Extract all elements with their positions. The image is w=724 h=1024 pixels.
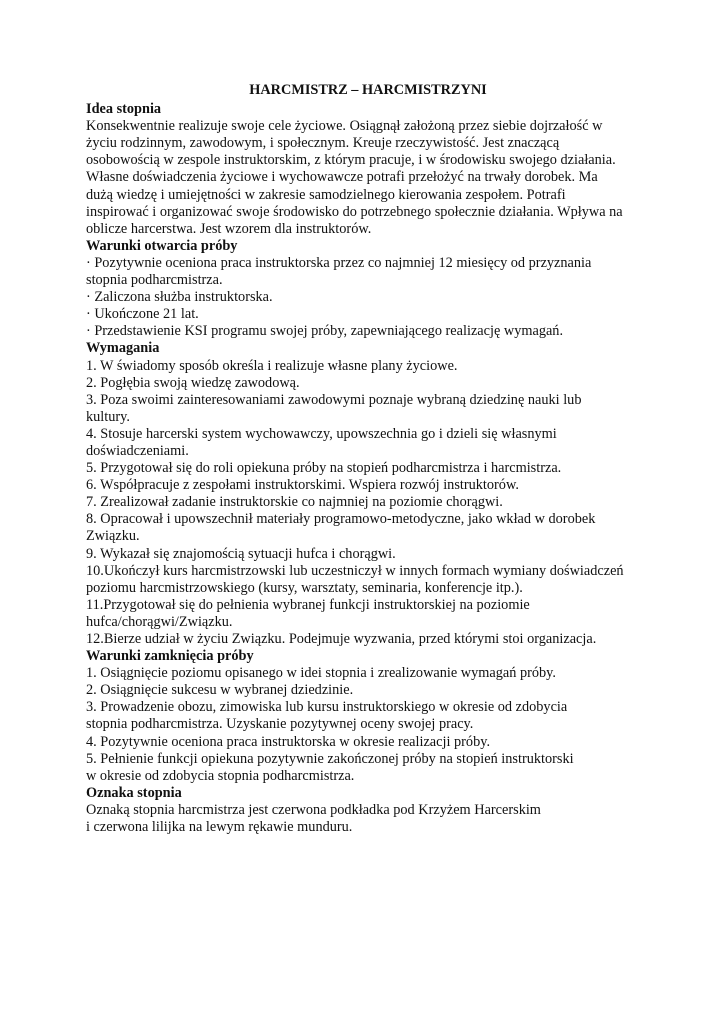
text-line: 4. Stosuje harcerski system wychowawczy, upowszechnia go i dzieli się własnymi xyxy=(86,425,557,442)
text-line: życiu rodzinnym, zawodowym, i społecznym. Kreuje rzeczywistość. Jest znaczącą xyxy=(86,135,560,152)
text-line: 2. Osiągnięcie sukcesu w wybranej dziedzinie. xyxy=(86,682,354,699)
text-line: 3. Poza swoimi zainteresowaniami zawodowymi poznaje wybraną dziedzinę nauki lub xyxy=(86,391,582,408)
document-body xyxy=(86,101,642,836)
section-paragraph xyxy=(86,118,642,238)
section-paragraph xyxy=(86,323,642,340)
section-paragraph xyxy=(86,426,642,460)
section-paragraph xyxy=(86,802,642,836)
text-line: · Pozytywnie oceniona praca instruktorska przez co najmniej 12 miesięcy od przyznania xyxy=(86,254,592,271)
section-paragraph xyxy=(86,665,642,682)
text-line: · Ukończone 21 lat. xyxy=(86,306,199,323)
text-line: oblicze harcerstwa. Jest wzorem dla instruktorów. xyxy=(86,220,372,237)
section-paragraph xyxy=(86,631,642,648)
text-line: · Przedstawienie KSI programu swojej próby, zapewniającego realizację wymagań. xyxy=(86,323,564,340)
text-line: 5. Przygotował się do roli opiekuna próby na stopień podharcmistrza i harcmistrza. xyxy=(86,460,562,477)
section-heading-warunki-otwarcia-proby: Warunki otwarcia próby xyxy=(86,237,238,254)
section-paragraph xyxy=(86,546,642,563)
section-paragraph xyxy=(86,255,642,289)
section-paragraph xyxy=(86,751,642,785)
section-paragraph xyxy=(86,306,642,323)
text-line: 7. Zrealizował zadanie instruktorskie co najmniej na poziomie chorągwi. xyxy=(86,494,503,511)
text-line: Własne doświadczenia życiowe i wychowawcze potrafi przełożyć na trwały dorobek. Ma xyxy=(86,169,598,186)
text-line: 9. Wykazał się znajomością sytuacji hufca i chorągwi. xyxy=(86,545,396,562)
text-line: stopnia podharcmistrza. Uzyskanie pozytywnej oceny swojej pracy. xyxy=(86,716,474,733)
text-line: 8. Opracował i upowszechnił materiały programowo-metodyczne, jako wkład w dorobek xyxy=(86,511,596,528)
section-paragraph xyxy=(86,460,642,477)
text-line: 11.Przygotował się do pełnienia wybranej funkcji instruktorskiej na poziomie xyxy=(86,596,530,613)
section-paragraph xyxy=(86,375,642,392)
text-line: dużą wiedzę i umiejętności w zakresie samodzielnego kierowania zespołem. Potrafi xyxy=(86,186,566,203)
text-line: Konsekwentnie realizuje swoje cele życiowe. Osiągnął założoną przez siebie dojrzałość w xyxy=(86,118,603,135)
text-line: 1. W świadomy sposób określa i realizuje własne plany życiowe. xyxy=(86,357,458,374)
text-line: 3. Prowadzenie obozu, zimowiska lub kursu instruktorskiego w okresie od zdobycia xyxy=(86,699,568,716)
text-line: · Zaliczona służba instruktorska. xyxy=(86,289,273,306)
section-paragraph xyxy=(86,494,642,511)
text-line: Oznaką stopnia harcmistrza jest czerwona podkładka pod Krzyżem Harcerskim xyxy=(86,801,541,818)
section-heading-idea-stopnia: Idea stopnia xyxy=(86,101,162,118)
text-line: i czerwona lilijka na lewym rękawie munduru. xyxy=(86,819,353,836)
section-paragraph xyxy=(86,511,642,545)
document-title: HARCMISTRZ – HARCMISTRZYNI xyxy=(249,82,487,98)
section-paragraph xyxy=(86,597,642,631)
text-line: 1. Osiągnięcie poziomu opisanego w idei stopnia i zrealizowanie wymagań próby. xyxy=(86,665,556,682)
section-paragraph xyxy=(86,392,642,426)
document-page xyxy=(86,82,642,836)
text-line: 5. Pełnienie funkcji opiekuna pozytywnie zakończonej próby na stopień instruktorski xyxy=(86,750,574,767)
section-paragraph xyxy=(86,477,642,494)
text-line: doświadczeniami. xyxy=(86,442,189,459)
section-paragraph xyxy=(86,699,642,733)
section-heading-wymagania: Wymagania xyxy=(86,340,160,357)
text-line: poziomu harcmistrzowskiego (kursy, warsztaty, seminaria, konferencje itp.). xyxy=(86,579,523,596)
section-paragraph xyxy=(86,682,642,699)
text-line: 2. Pogłębia swoją wiedzę zawodową. xyxy=(86,374,300,391)
text-line: w okresie od zdobycia stopnia podharcmistrza. xyxy=(86,767,355,784)
text-line: 4. Pozytywnie oceniona praca instruktorska w okresie realizacji próby. xyxy=(86,733,491,750)
text-line: 6. Współpracuje z zespołami instruktorskimi. Wspiera rozwój instruktorów. xyxy=(86,477,519,494)
section-heading-warunki-zamkniecia-proby: Warunki zamknięcia próby xyxy=(86,648,254,665)
text-line: inspirować i organizować swoje środowisko do potrzebnego społecznie działania. Wpływa na xyxy=(86,203,623,220)
text-line: kultury. xyxy=(86,408,130,425)
text-line: osobowością w zespole instruktorskim, z którym pracuje, i w środowisku swojego działania. xyxy=(86,152,616,169)
text-line: stopnia podharcmistrza. xyxy=(86,272,223,289)
section-paragraph xyxy=(86,289,642,306)
section-paragraph xyxy=(86,734,642,751)
section-paragraph xyxy=(86,358,642,375)
section-paragraph xyxy=(86,563,642,597)
text-line: 10.Ukończył kurs harcmistrzowski lub uczestniczył w innych formach wymiany doświadczeń xyxy=(86,562,624,579)
section-heading-oznaka-stopnia: Oznaka stopnia xyxy=(86,784,182,801)
text-line: hufca/chorągwi/Związku. xyxy=(86,613,233,630)
text-line: Związku. xyxy=(86,528,140,545)
text-line: 12.Bierze udział w życiu Związku. Podejmuje wyzwania, przed którymi stoi organizacja. xyxy=(86,631,597,647)
